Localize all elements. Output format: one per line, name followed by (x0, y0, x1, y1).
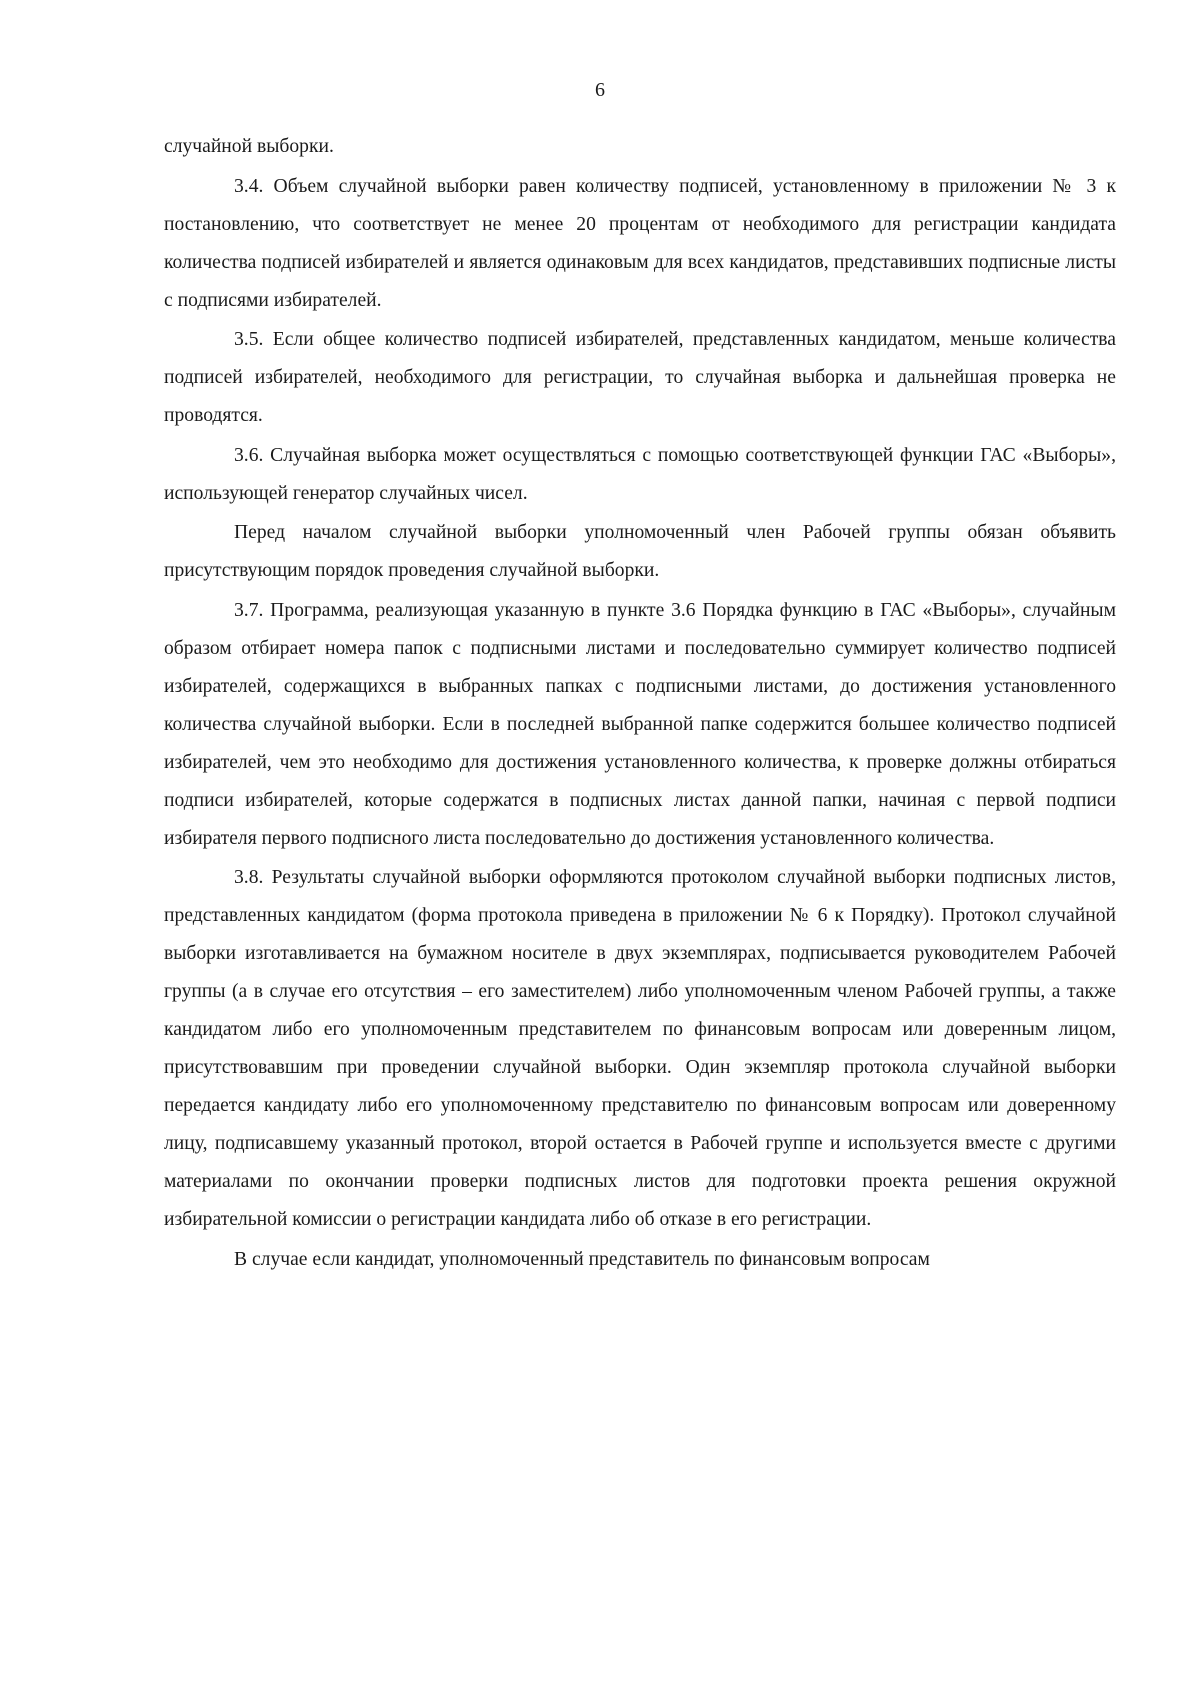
document-body (164, 128, 1116, 1280)
paragraph-3-8: 3.8. Результаты случайной выборки оформляются протоколом случайной выборки подписных листов, представленных кандидатом (форма протокола приведена в приложении № 6 к Порядку). Протокол случайной выборки изготавливается на бумажном носителе в двух экземплярах, подписывается руководителем Рабочей группы (а в случае его отсутствия – его заместителем) либо уполномоченным членом Рабочей группы, а также кандидатом либо его уполномоченным представителем по финансовым вопросам или доверенным лицом, присутствовавшим при проведении случайной выборки. Один экземпляр протокола случайной выборки передается кандидату либо его уполномоченному представителю по финансовым вопросам или доверенному лицу, подписавшему указанный протокол, второй остается в Рабочей группе и используется вместе с другими материалами по окончании проверки подписных листов для подготовки проекта решения окружной избирательной комиссии о регистрации кандидата либо об отказе в его регистрации. (164, 867, 1116, 1230)
paragraph-continuation: случайной выборки. (164, 136, 334, 157)
paragraph-3-6: 3.6. Случайная выборка может осуществляться с помощью соответствующей функции ГАС «Выборы», использующей генератор случайных чисел. (164, 444, 1116, 504)
page-number: 6 (595, 79, 605, 101)
paragraph-3-5: 3.5. Если общее количество подписей избирателей, представленных кандидатом, меньше количества подписей избирателей, необходимого для регистрации, то случайная выборка и дальнейшая проверка не проводятся. (164, 329, 1116, 426)
paragraph-3-8-continued: В случае если кандидат, уполномоченный представитель по финансовым вопросам (234, 1248, 930, 1270)
paragraph-3-6-announcement: Перед началом случайной выборки уполномоченный член Рабочей группы обязан объявить присутствующим порядок проведения случайной выборки. (164, 522, 1116, 581)
paragraph-3-7: 3.7. Программа, реализующая указанную в пункте 3.6 Порядка функцию в ГАС «Выборы», случайным образом отбирает номера папок с подписными листами и последовательно суммирует количество подписей избирателей, содержащихся в выбранных папках с подписными листами, до достижения установленного количества случайной выборки. Если в последней выбранной папке содержится большее количество подписей избирателей, чем это необходимо для достижения установленного количества, к проверке должны отбираться подписи избирателей, которые содержатся в подписных листах данной папки, начиная с первой подписи избирателя первого подписного листа последовательно до достижения установленного количества. (164, 599, 1116, 849)
paragraph-3-4: 3.4. Объем случайной выборки равен количеству подписей, установленному в приложении № 3 к постановлению, что соответствует не менее 20 процентам от необходимого для регистрации кандидата количества подписей избирателей и является одинаковым для всех кандидатов, представивших подписные листы с подписями избирателей. (164, 175, 1116, 311)
